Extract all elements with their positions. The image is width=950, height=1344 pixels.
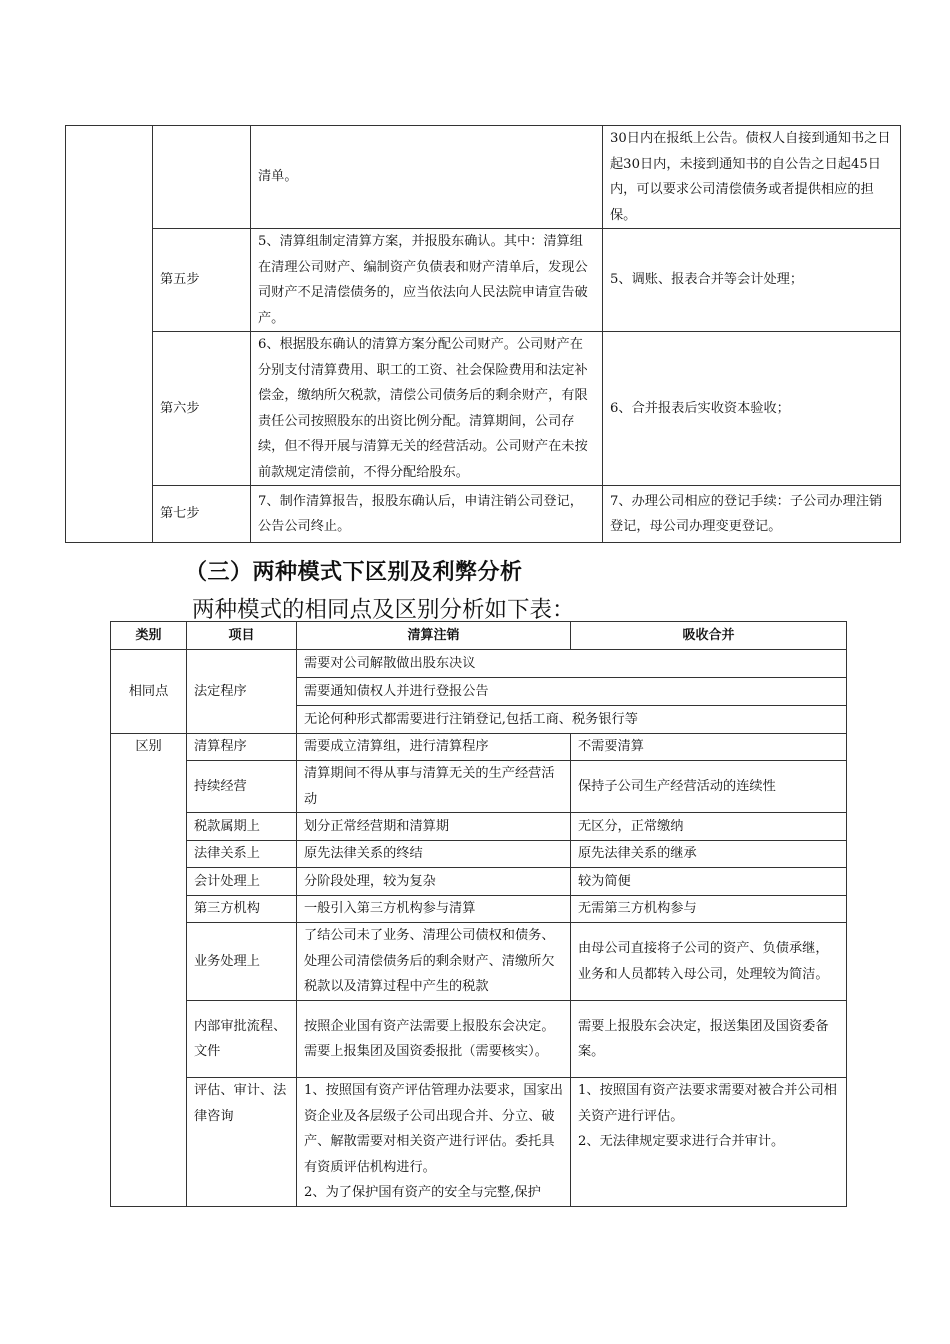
item-label: 法律关系上 bbox=[187, 841, 297, 868]
column-header-item: 项目 bbox=[187, 622, 297, 650]
merger-cell: 7、办理公司相应的登记手续：子公司办理注销登记，母公司办理变更登记。 bbox=[603, 486, 901, 543]
intro-text: 两种模式的相同点及区别分析如下表： bbox=[192, 597, 575, 623]
merger-cell: 较为简便 bbox=[571, 868, 847, 896]
merger-cell: 由母公司直接将子公司的资产、负债承继，业务和人员都转入母公司，处理较为简洁。 bbox=[571, 923, 847, 1001]
item-label: 税款属期上 bbox=[187, 813, 297, 841]
merger-cell: 6、合并报表后实收资本验收； bbox=[603, 332, 901, 486]
category-diff: 区别 bbox=[111, 734, 187, 1207]
liquidation-cell: 5、清算组制定清算方案，并报股东确认。其中：清算组在清理公司财产、编制资产负债表和财产清单后，发现公司财产不足清偿债务的，应当依法向人民法院申请宣告破产。 bbox=[251, 229, 603, 332]
section-heading: （三）两种模式下区别及利弊分析 bbox=[185, 560, 523, 585]
category-same: 相同点 bbox=[111, 650, 187, 734]
table-row bbox=[111, 1001, 847, 1078]
table-row bbox=[66, 229, 901, 332]
shared-cell: 需要通知债权人并进行登报公告 bbox=[297, 678, 847, 706]
item-label: 内部审批流程、文件 bbox=[187, 1001, 297, 1078]
step-label bbox=[153, 126, 251, 229]
step-label: 第六步 bbox=[153, 332, 251, 486]
table-row bbox=[111, 868, 847, 896]
liquidation-cell: 原先法律关系的终结 bbox=[297, 841, 571, 868]
liquidation-cell: 清单。 bbox=[251, 126, 603, 229]
table-row bbox=[66, 486, 901, 543]
liquidation-cell: 一般引入第三方机构参与清算 bbox=[297, 896, 571, 923]
merger-cell: 不需要清算 bbox=[571, 734, 847, 761]
table-row bbox=[111, 761, 847, 813]
table-header-row bbox=[111, 622, 847, 650]
merger-cell: 无区分，正常缴纳 bbox=[571, 813, 847, 841]
column-header-category: 类别 bbox=[111, 622, 187, 650]
item-label: 业务处理上 bbox=[187, 923, 297, 1001]
item-label: 持续经营 bbox=[187, 761, 297, 813]
merger-cell: 5、调账、报表合并等会计处理； bbox=[603, 229, 901, 332]
table-row bbox=[111, 734, 847, 761]
step-label: 第七步 bbox=[153, 486, 251, 543]
liquidation-steps-table bbox=[65, 125, 901, 543]
merger-cell: 无需第三方机构参与 bbox=[571, 896, 847, 923]
merger-cell: 保持子公司生产经营活动的连续性 bbox=[571, 761, 847, 813]
item-label: 评估、审计、法律咨询 bbox=[187, 1078, 297, 1207]
liquidation-cell: 6、根据股东确认的清算方案分配公司财产。公司财产在分别支付清算费用、职工的工资、社会保险费用和法定补偿金，缴纳所欠税款，清偿公司债务后的剩余财产，有限责任公司按照股东的出资比例分配。清算期间，公司存续，但不得开展与清算无关的经营活动。公司财产在未按前款规定清偿前，不得分配给股东。 bbox=[251, 332, 603, 486]
table-row bbox=[111, 650, 847, 678]
blank-category-cell bbox=[66, 126, 153, 543]
liquidation-cell: 了结公司未了业务、清理公司债权和债务、处理公司清偿债务后的剩余财产、清缴所欠税款以及清算过程中产生的税款 bbox=[297, 923, 571, 1001]
merger-cell: 原先法律关系的继承 bbox=[571, 841, 847, 868]
liquidation-cell: 清算期间不得从事与清算无关的生产经营活动 bbox=[297, 761, 571, 813]
column-header-merger: 吸收合并 bbox=[571, 622, 847, 650]
table-row bbox=[111, 841, 847, 868]
liquidation-cell: 1、按照国有资产评估管理办法要求，国家出资企业及各层级子公司出现合并、分立、破产、解散需要对相关资产进行评估。委托具有资质评估机构进行。 2、为了保护国有资产的安全与完整,保护 bbox=[297, 1078, 571, 1207]
item-label: 清算程序 bbox=[187, 734, 297, 761]
column-header-liquidation: 清算注销 bbox=[297, 622, 571, 650]
item-label: 会计处理上 bbox=[187, 868, 297, 896]
table-row bbox=[66, 126, 901, 229]
liquidation-cell: 需要成立清算组，进行清算程序 bbox=[297, 734, 571, 761]
merger-cell: 需要上报股东会决定，报送集团及国资委备案。 bbox=[571, 1001, 847, 1078]
table-row bbox=[111, 896, 847, 923]
merger-cell: 1、按照国有资产法要求需要对被合并公司相关资产进行评估。 2、无法律规定要求进行合并审计。 bbox=[571, 1078, 847, 1207]
shared-cell: 无论何种形式都需要进行注销登记,包括工商、税务银行等 bbox=[297, 706, 847, 734]
liquidation-cell: 划分正常经营期和清算期 bbox=[297, 813, 571, 841]
table-row bbox=[111, 1078, 847, 1207]
item-label: 第三方机构 bbox=[187, 896, 297, 923]
table-row bbox=[66, 332, 901, 486]
table-row bbox=[111, 813, 847, 841]
comparison-table bbox=[110, 621, 847, 1207]
item-label: 法定程序 bbox=[187, 650, 297, 734]
merger-cell: 30日内在报纸上公告。债权人自接到通知书之日起30日内，未接到通知书的自公告之日起45日内，可以要求公司清偿债务或者提供相应的担保。 bbox=[603, 126, 901, 229]
liquidation-cell: 7、制作清算报告，报股东确认后，申请注销公司登记，公告公司终止。 bbox=[251, 486, 603, 543]
liquidation-cell: 按照企业国有资产法需要上报股东会决定。需要上报集团及国资委报批（需要核实）。 bbox=[297, 1001, 571, 1078]
step-label: 第五步 bbox=[153, 229, 251, 332]
shared-cell: 需要对公司解散做出股东决议 bbox=[297, 650, 847, 678]
liquidation-cell: 分阶段处理，较为复杂 bbox=[297, 868, 571, 896]
table-row bbox=[111, 923, 847, 1001]
